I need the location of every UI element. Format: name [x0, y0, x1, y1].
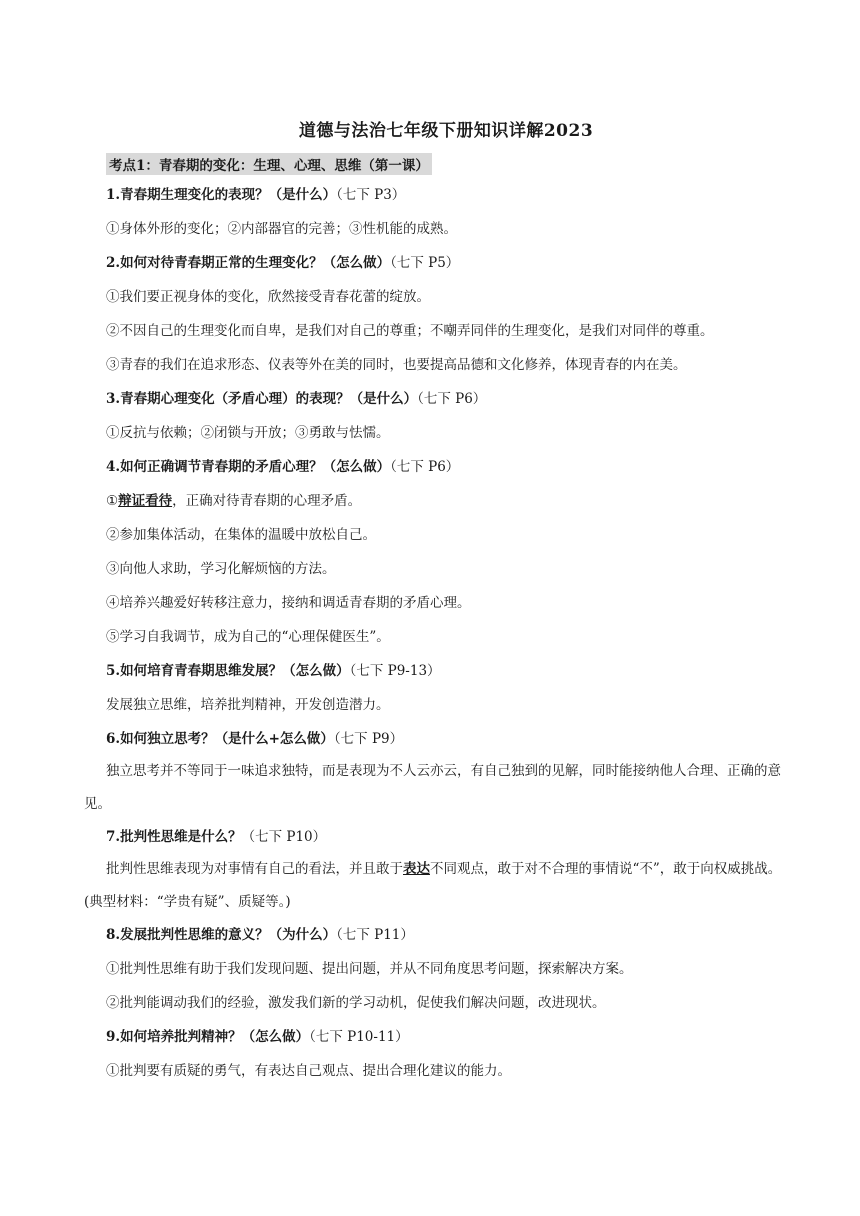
answer-8-1: ①批判性思维有助于我们发现问题、提出问题，并从不同角度思考问题，探索解决方案。	[106, 961, 633, 977]
emphasis-term: 表达	[403, 861, 430, 877]
answer-8-2: ②批判能调动我们的经验，激发我们新的学习动机，促使我们解决问题，改进现状。	[106, 995, 606, 1011]
answer-2-3: ③青春的我们在追求形态、仪表等外在美的同时，也要提高品德和文化修养，体现青春的内在美。	[106, 357, 687, 373]
document-title: 道德与法治七年级下册知识详解2023	[298, 121, 594, 141]
answer-4-2: ②参加集体活动，在集体的温暖中放松自己。	[106, 527, 376, 543]
section-header-wrap	[106, 153, 786, 185]
answer-4-3: ③向他人求助，学习化解烦恼的方法。	[106, 561, 336, 577]
answer-1-1: ①身体外形的变化；②内部器官的完善；③性机能的成熟。	[106, 221, 457, 237]
question-3: 3.青春期心理变化（矛盾心理）的表现？（是什么）（七下 P6）	[106, 391, 487, 407]
answer-4-1: ①辩证看待，正确对待青春期的心理矛盾。	[106, 493, 362, 509]
answer-7-1: 批判性思维表现为对事情有自己的看法，并且敢于表达不同观点，敢于对不合理的事情说“不”，敢于向权威挑战。(典型材料：“学贵有疑”、质疑等。)	[84, 861, 782, 910]
question-9: 9.如何培养批判精神？（怎么做）（七下 P10-11）	[106, 1029, 409, 1045]
answer-4-5: ⑤学习自我调节，成为自己的“心理保健医生”。	[106, 629, 390, 645]
question-5: 5.如何培育青春期思维发展？（怎么做）（七下 P9-13）	[106, 663, 441, 679]
answer-6-1: 独立思考并不等同于一味追求独特，而是表现为不人云亦云，有自己独到的见解，同时能接纳他人合理、正确的意见。	[84, 763, 781, 812]
question-4: 4.如何正确调节青春期的矛盾心理？（怎么做）（七下 P6）	[106, 459, 460, 475]
answer-2-2: ②不因自己的生理变化而自卑，是我们对自己的尊重；不嘲弄同伴的生理变化，是我们对同伴的尊重。	[106, 323, 714, 339]
emphasis-term: 辩证看待	[118, 493, 173, 509]
question-8: 8.发展批判性思维的意义？（为什么）（七下 P11）	[106, 927, 414, 943]
answer-5-1: 发展独立思维，培养批判精神，开发创造潜力。	[106, 697, 390, 713]
answer-2-1: ①我们要正视身体的变化，欣然接受青春花蕾的绽放。	[106, 289, 430, 305]
answer-9-1: ①批判要有质疑的勇气，有表达自己观点、提出合理化建议的能力。	[106, 1063, 511, 1079]
question-6: 6.如何独立思考？（是什么+怎么做）（七下 P9）	[106, 731, 404, 747]
answer-4-4: ④培养兴趣爱好转移注意力，接纳和调适青春期的矛盾心理。	[106, 595, 471, 611]
question-2: 2.如何对待青春期正常的生理变化？（怎么做）（七下 P5）	[106, 255, 460, 271]
answer-3-1: ①反抗与依赖；②闭锁与开放；③勇敢与怯懦。	[106, 425, 390, 441]
section-header: 考点1：青春期的变化：生理、心理、思维（第一课）	[106, 153, 432, 175]
question-1: 1.青春期生理变化的表现？（是什么）（七下 P3）	[106, 187, 406, 203]
question-7: 7.批判性思维是什么？（七下 P10）	[106, 829, 327, 845]
